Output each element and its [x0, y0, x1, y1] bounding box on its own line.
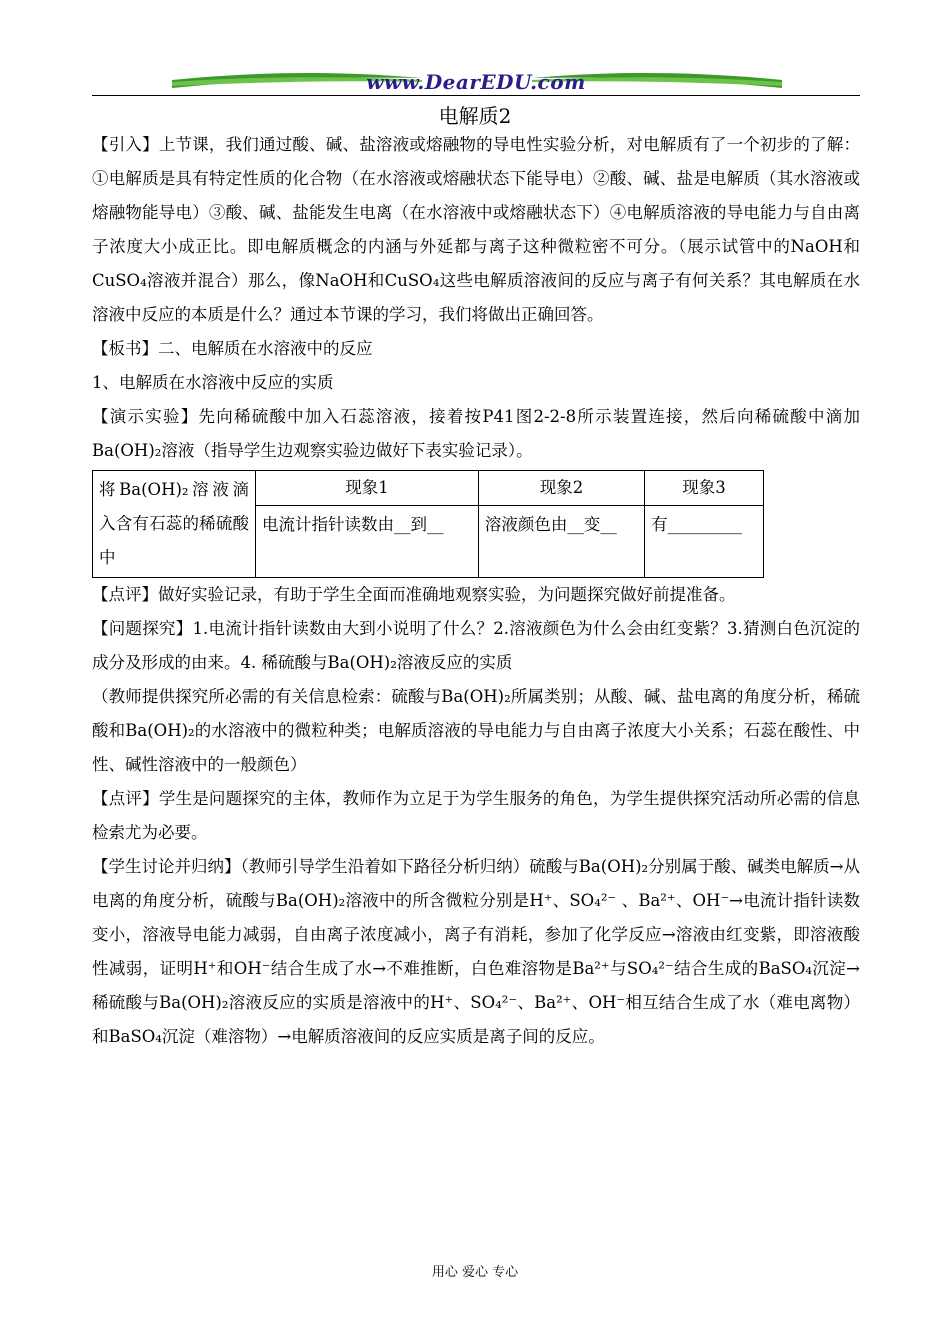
discussion-paragraph	[92, 850, 860, 1054]
comment-paragraph	[92, 578, 860, 612]
table-cell: 电流计指针读数由__到__	[256, 506, 479, 578]
board-tag: 【板书】	[92, 339, 158, 358]
site-header	[92, 68, 860, 98]
comment-tag: 【点评】	[92, 789, 159, 808]
table-cell: 有_________	[645, 506, 764, 578]
intro-tag: 【引入】	[92, 135, 159, 154]
page-title: 电解质2	[438, 104, 512, 128]
intro-paragraph	[92, 128, 860, 332]
demo-tag: 【演示实验】	[92, 407, 199, 426]
header-rule	[92, 95, 860, 96]
demo-text: 先向稀硫酸中加入石蕊溶液，接着按P41图2-2-8所示装置连接，然后向稀硫酸中滴加Ba(OH)₂溶液（指导学生边观察实验边做好下表实验记录）。	[92, 407, 860, 460]
table-row-label: 将Ba(OH)₂溶液滴入含有石蕊的稀硫酸中	[93, 471, 256, 578]
inquiry-text: 1.电流计指针读数由大到小说明了什么？2.溶液颜色为什么会由红变紫？3.猜测白色沉淀的成分及形成的由来。4. 稀硫酸与Ba(OH)₂溶液反应的实质	[92, 619, 861, 672]
experiment-table	[92, 470, 764, 578]
teacher-info-paragraph: （教师提供探究所必需的有关信息检索：硫酸与Ba(OH)₂所属类别；从酸、碱、盐电离的角度分析，稀硫酸和Ba(OH)₂的水溶液中的微粒种类；电解质溶液的导电能力与自由离子浓度大小关系；石蕊在酸性、中性、碱性溶液中的一般颜色）	[92, 687, 860, 774]
comment-tag: 【点评】	[92, 585, 158, 604]
demo-paragraph	[92, 400, 860, 468]
page-footer: 用心 爱心 专心	[431, 1265, 519, 1280]
discussion-tag: 【学生讨论并归纳】	[92, 857, 241, 876]
table-row	[93, 471, 764, 506]
section-heading: 1、电解质在水溶液中反应的实质	[92, 373, 334, 392]
discussion-text: （教师引导学生沿着如下路径分析归纳）硫酸与Ba(OH)₂分别属于酸、碱类电解质→从电离的角度分析，硫酸与Ba(OH)₂溶液中的所含微粒分别是H⁺、SO₄²⁻ 、Ba²⁺、OH⁻→电流计指针读数变小，溶液导电能力减弱，自由离子浓度减小，离子有消耗，参加了化学反应→溶液由红变紫，即溶液酸性减弱，证明H⁺和OH⁻结合生成了水→不难推断，白色难溶物是Ba²⁺与SO₄²⁻结合生成的BaSO₄沉淀→稀硫酸与Ba(OH)₂溶液反应的实质是溶液中的H⁺、SO₄²⁻、Ba²⁺、OH⁻相互结合生成了水（难电离物）和BaSO₄沉淀（难溶物）→电解质溶液间的反应实质是离子间的反应。	[92, 857, 860, 1046]
comment-text: 学生是问题探究的主体，教师作为立足于为学生服务的角色，为学生提供探究活动所必需的信息检索尤为必要。	[92, 789, 861, 842]
board-paragraph	[92, 332, 860, 366]
inquiry-tag: 【问题探究】	[92, 619, 193, 638]
document-body	[92, 128, 860, 1054]
table-header-cell: 现象1	[256, 471, 479, 506]
intro-text: 上节课，我们通过酸、碱、盐溶液或熔融物的导电性实验分析，对电解质有了一个初步的了解：①电解质是具有特定性质的化合物（在水溶液或熔融状态下能导电）②酸、碱、盐是电解质（其水溶液或熔融物能导电）③酸、碱、盐能发生电离（在水溶液中或熔融状态下）④电解质溶液的导电能力与自由离子浓度大小成正比。即电解质概念的内涵与外延都与离子这种微粒密不可分。（展示试管中的NaOH和CuSO₄溶液并混合）那么，像NaOH和CuSO₄这些电解质溶液间的反应与离子有何关系？其电解质在水溶液中反应的本质是什么？通过本节课的学习，我们将做出正确回答。	[92, 135, 861, 324]
logo-text: www.DearEDU.com	[366, 70, 586, 94]
comment-text: 做好实验记录，有助于学生全面而准确地观察实验，为问题探究做好前提准备。	[158, 585, 736, 604]
table-header-cell: 现象2	[478, 471, 644, 506]
inquiry-paragraph	[92, 612, 860, 680]
table-header-cell: 现象3	[645, 471, 764, 506]
comment-paragraph	[92, 782, 860, 850]
table-cell: 溶液颜色由__变__	[478, 506, 644, 578]
board-text: 二、电解质在水溶液中的反应	[158, 339, 373, 358]
